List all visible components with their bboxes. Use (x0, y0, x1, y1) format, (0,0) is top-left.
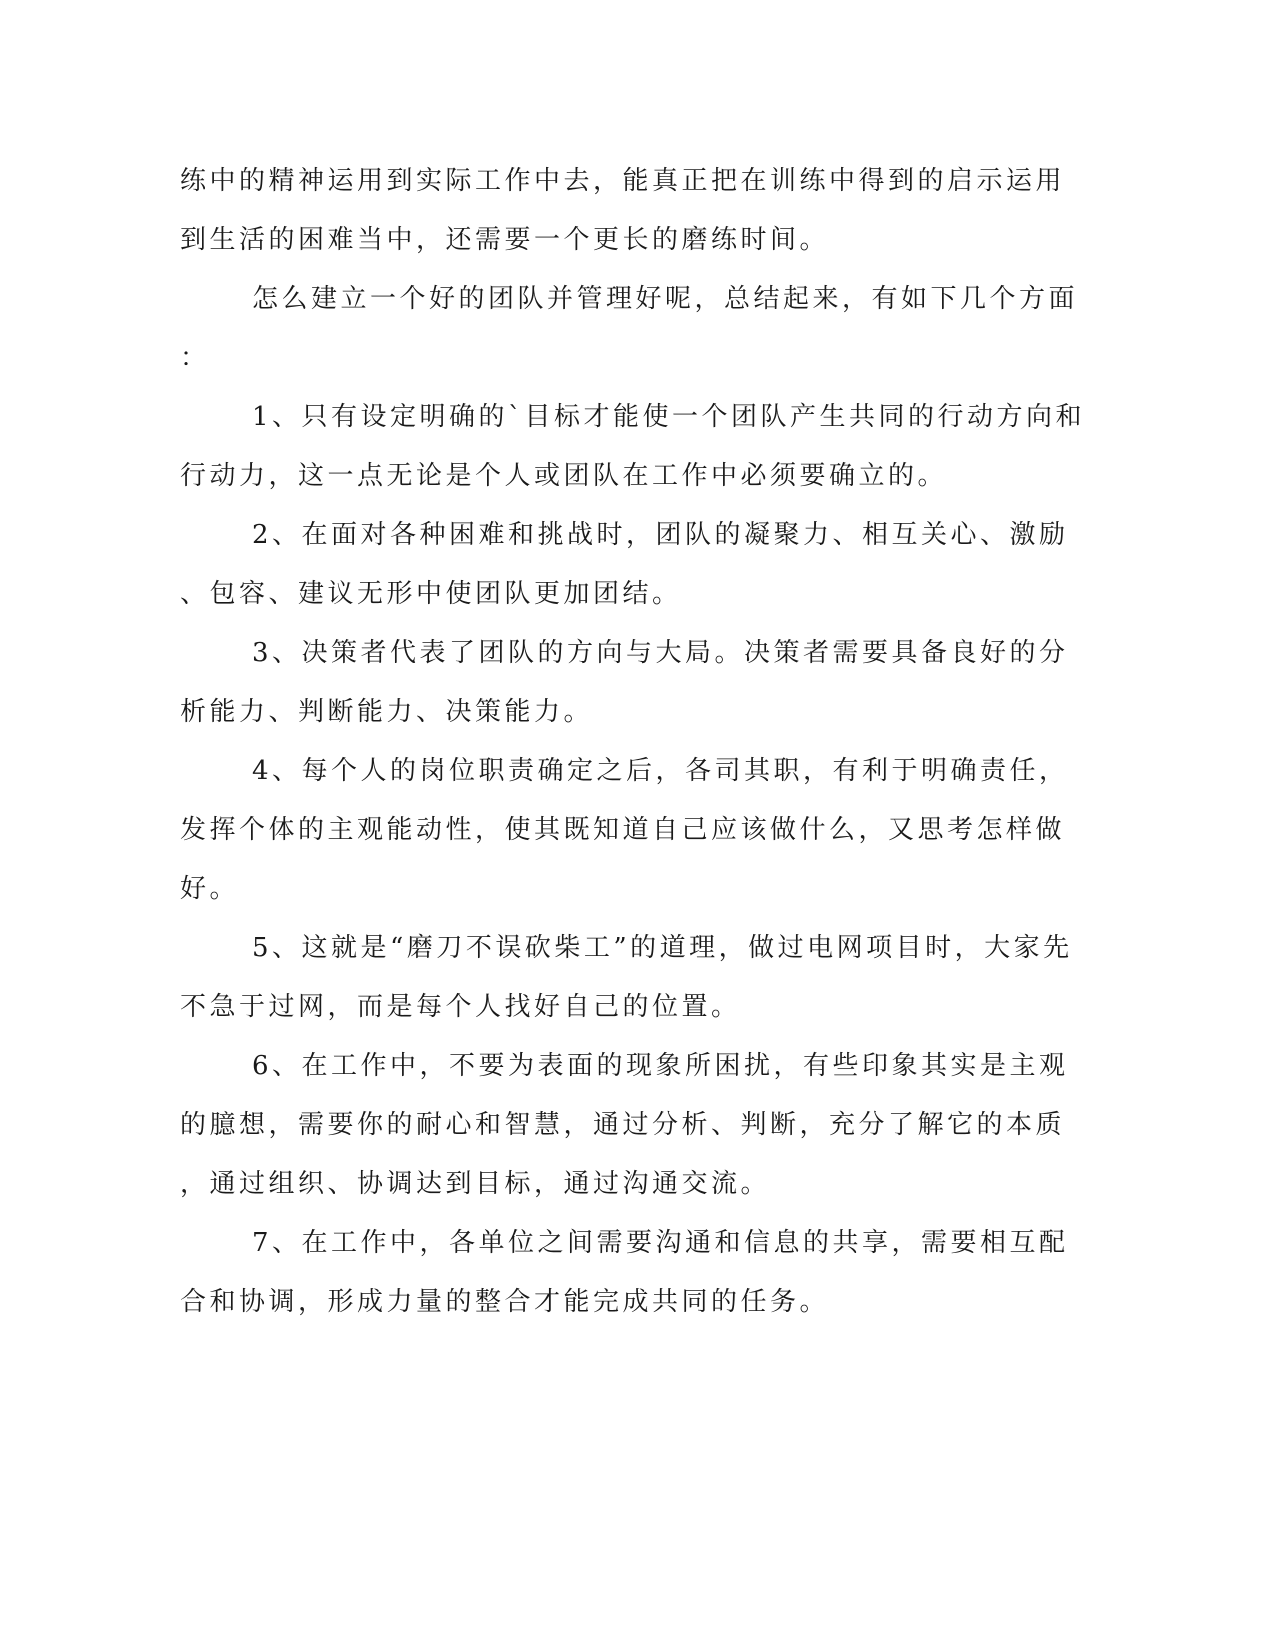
text-line: 到生活的困难当中，还需要一个更长的磨练时间。 (180, 225, 830, 255)
text-line: 析能力、判断能力、决策能力。 (180, 697, 594, 727)
list-item-6: 6、在工作中，不要为表面的现象所困扰，有些印象其实是主观 (252, 1051, 1069, 1081)
text-line: ，通过组织、协调达到目标，通过沟通交流。 (180, 1169, 771, 1199)
text-line: 不急于过网，而是每个人找好自己的位置。 (180, 992, 741, 1022)
text-line: 发挥个体的主观能动性，使其既知道自己应该做什么，又思考怎样做 (180, 815, 1066, 845)
text-line: 合和协调，形成力量的整合才能完成共同的任务。 (180, 1287, 830, 1317)
text-line: 、包容、建议无形中使团队更加团结。 (180, 579, 682, 609)
text-line: 的臆想，需要你的耐心和智慧，通过分析、判断，充分了解它的本质 (180, 1110, 1066, 1140)
text-line: 行动力，这一点无论是个人或团队在工作中必须要确立的。 (180, 461, 948, 491)
list-item-7: 7、在工作中，各单位之间需要沟通和信息的共享，需要相互配 (252, 1228, 1069, 1258)
text-line: 好。 (180, 874, 240, 904)
list-item-2: 2、在面对各种困难和挑战时，团队的凝聚力、相互关心、激励 (252, 520, 1069, 550)
text-line: 练中的精神运用到实际工作中去，能真正把在训练中得到的启示运用 (180, 166, 1066, 196)
paragraph-first-line: 怎么建立一个好的团队并管理好呢，总结起来，有如下几个方面 (252, 284, 1079, 314)
list-item-4: 4、每个人的岗位职责确定之后，各司其职，有利于明确责任， (252, 756, 1069, 786)
list-item-3: 3、决策者代表了团队的方向与大局。决策者需要具备良好的分 (252, 638, 1069, 668)
text-line: ： (180, 343, 210, 373)
list-item-5: 5、这就是“磨刀不误砍柴工”的道理，做过电网项目时，大家先 (252, 933, 1073, 963)
list-item-1: 1、只有设定明确的`目标才能使一个团队产生共同的行动方向和 (252, 402, 1086, 432)
